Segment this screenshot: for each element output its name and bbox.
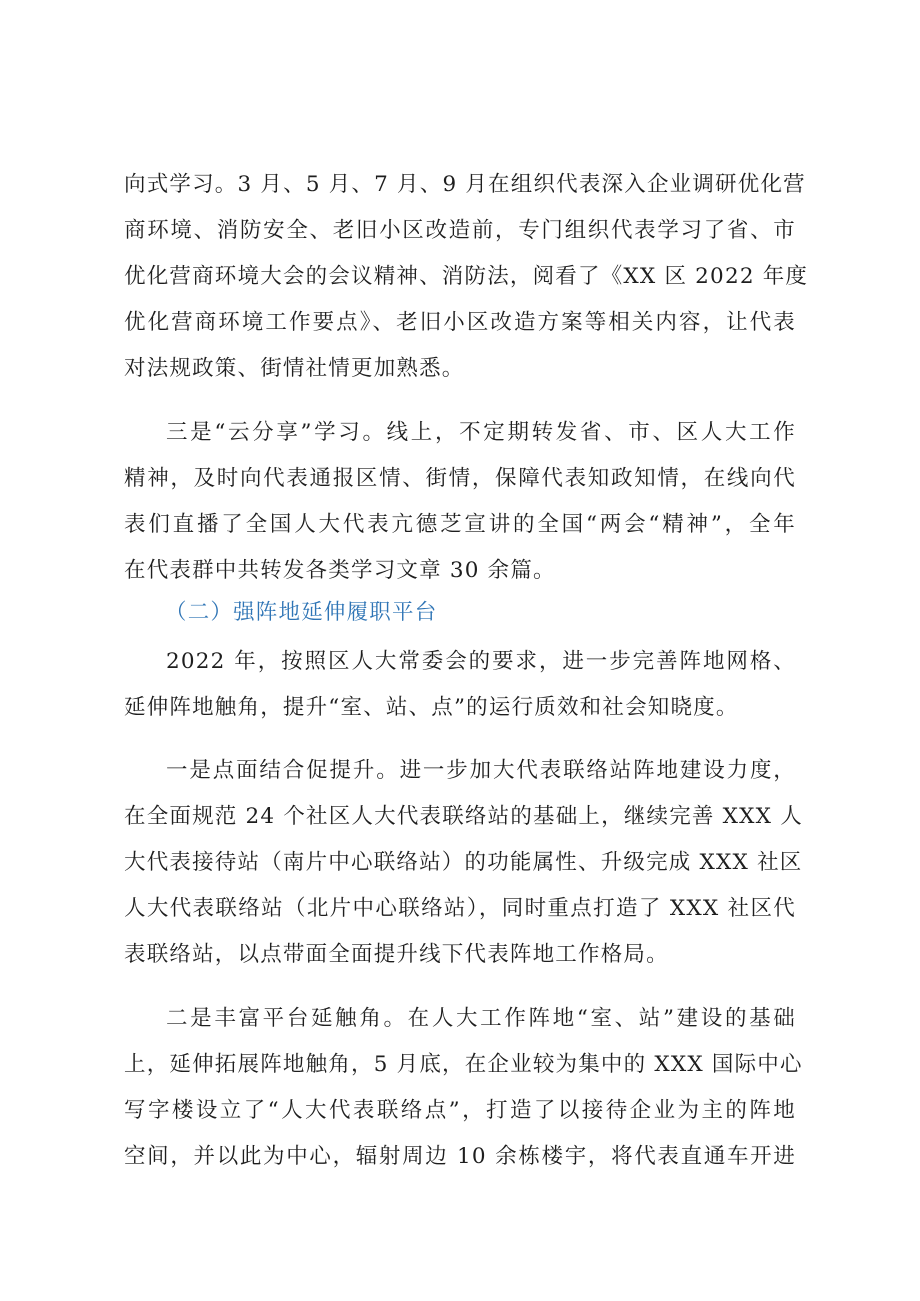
- section-heading: （二）强阵地延伸履职平台: [165, 600, 438, 625]
- paragraph-line: 在代表群中共转发各类学习文章 30 余篇。: [124, 558, 556, 583]
- paragraph-line: 人大代表联络站（北片中心联络站），同时重点打造了 XXX 社区代: [124, 896, 796, 921]
- paragraph-line: 在全面规范 24 个社区人大代表联络站的基础上，继续完善 XXX 人: [124, 804, 803, 829]
- paragraph-line: 优化营商环境大会的会议精神、消防法，阅看了《XX 区 2022 年度: [124, 264, 809, 289]
- paragraph-line: 空间，并以此为中心，辐射周边 10 余栋楼宇，将代表直通车开进: [124, 1144, 796, 1169]
- paragraph-first-line: 二是丰富平台延触角。在人大工作阵地“室、站”建设的基础: [166, 1006, 796, 1031]
- paragraph-line: 商环境、消防安全、老旧小区改造前，专门组织代表学习了省、市: [124, 218, 796, 243]
- paragraph-first-line: 一是点面结合促提升。进一步加大代表联络站阵地建设力度，: [166, 758, 796, 783]
- paragraph-line: 延伸阵地触角，提升“室、站、点”的运行质效和社会知晓度。: [124, 695, 739, 720]
- paragraph-line: 表联络站，以点带面全面提升线下代表阵地工作格局。: [124, 942, 669, 967]
- paragraph-line: 上，延伸拓展阵地触角，5 月底，在企业较为集中的 XXX 国际中心: [124, 1052, 803, 1077]
- paragraph-line: 精神，及时向代表通报区情、街情，保障代表知政知情，在线向代: [124, 466, 796, 491]
- paragraph-first-line: 三是“云分享”学习。线上，不定期转发省、市、区人大工作: [166, 420, 796, 445]
- paragraph-line: 优化营商环境工作要点》、老旧小区改造方案等相关内容，让代表: [124, 310, 796, 335]
- paragraph-line: 表们直播了全国人大代表亢德芝宣讲的全国“两会“精神”，全年: [124, 512, 796, 537]
- paragraph-line: 写字楼设立了“人大代表联络点”，打造了以接待企业为主的阵地: [124, 1098, 796, 1123]
- paragraph-line: 向式学习。3 月、5 月、7 月、9 月在组织代表深入企业调研优化营: [124, 172, 806, 197]
- paragraph-line: 大代表接待站（南片中心联络站）的功能属性、升级完成 XXX 社区: [124, 850, 803, 875]
- paragraph-line: 对法规政策、街情社情更加熟悉。: [124, 356, 465, 381]
- paragraph-first-line: 2022 年，按照区人大常委会的要求，进一步完善阵地网格、: [166, 649, 796, 674]
